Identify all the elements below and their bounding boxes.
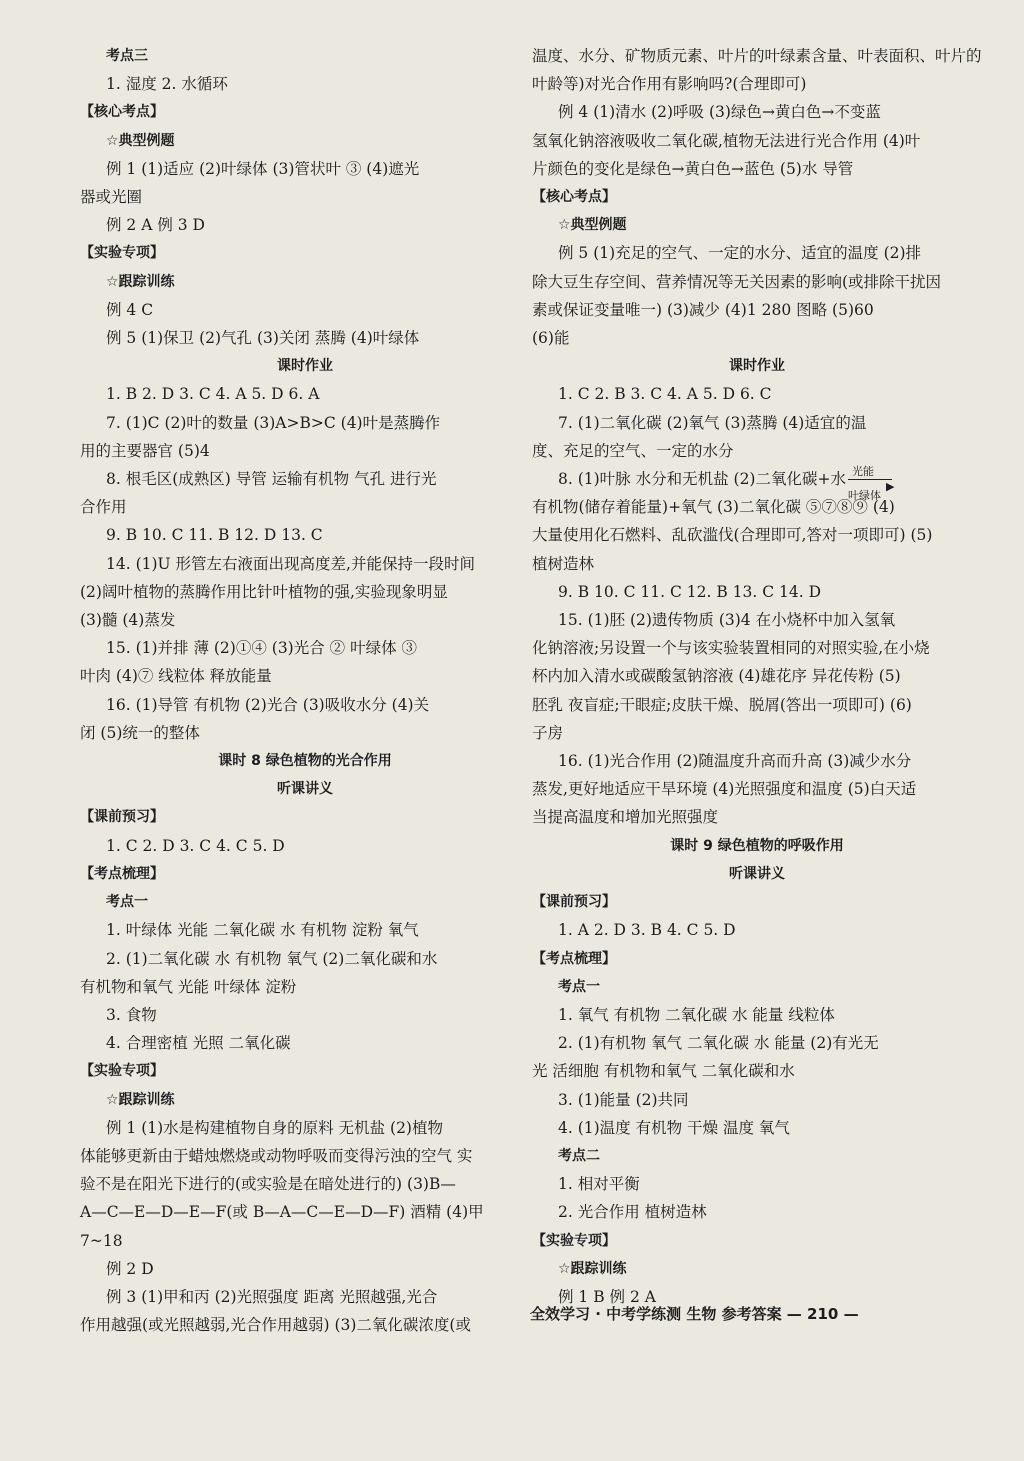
text-line: 16. (1)光合作用 (2)随温度升高而升高 (3)减少水分	[558, 752, 912, 771]
text-line: 1. 湿度 2. 水循环	[106, 75, 228, 94]
right-column	[532, 42, 982, 1311]
text-line: 【考点梳理】	[80, 865, 164, 882]
text-line: 16. (1)导管 有机物 (2)光合 (3)吸收水分 (4)关	[106, 695, 430, 714]
text-line: 课时 9 绿色植物的呼吸作用	[670, 837, 844, 854]
text-line: 叶龄等)对光合作用有影响吗?(合理即可)	[532, 75, 807, 94]
text-line: 【实验专项】	[80, 245, 164, 262]
text-line: 例 4 (1)清水 (2)呼吸 (3)绿色→黄白色→不变蓝	[558, 103, 881, 122]
text-line: 片颜色的变化是绿色→黄白色→蓝色 (5)水 导管	[532, 159, 854, 178]
text-line: 14. (1)U 形管左右液面出现高度差,并能保持一段时间	[106, 554, 475, 573]
text-line: (6)能	[532, 329, 570, 348]
text-line: 大量使用化石燃料、乱砍滥伐(合理即可,答对一项即可) (5)	[532, 526, 933, 545]
text-line: 【课前预习】	[532, 894, 616, 911]
text-line: 胚乳 夜盲症;干眼症;皮肤干燥、脱屑(答出一项即可) (6)	[532, 695, 912, 714]
text-line: 1. 叶绿体 光能 二氧化碳 水 有机物 淀粉 氧气	[106, 921, 419, 940]
arrow-head-icon: ▶	[885, 480, 895, 494]
text-line: 考点二	[558, 1147, 600, 1164]
text-line: 例 1 (1)水是构建植物自身的原料 无机盐 (2)植物	[106, 1118, 443, 1137]
text-line: 例 1 B 例 2 A	[558, 1287, 656, 1306]
text-line: 听课讲义	[277, 781, 333, 798]
text-line: 合作用	[80, 498, 127, 517]
text-line: 3. 食物	[106, 1005, 157, 1024]
left-column	[80, 42, 530, 1339]
text-line: 【考点梳理】	[532, 950, 616, 967]
text-line: ☆典型例题	[558, 217, 627, 234]
text-line: 15. (1)胚 (2)遗传物质 (3)4 在小烧杯中加入氢氧	[558, 611, 896, 630]
text-line: 【核心考点】	[532, 189, 616, 206]
text-line: 验不是在阳光下进行的(或实验是在暗处进行的) (3)B—	[80, 1175, 456, 1194]
text-line: 1. C 2. B 3. C 4. A 5. D 6. C	[558, 385, 772, 404]
text-line: (3)髓 (4)蒸发	[80, 611, 176, 630]
text-line: 7. (1)二氧化碳 (2)氧气 (3)蒸腾 (4)适宜的温	[558, 413, 867, 432]
text-line: 4. (1)温度 有机物 干燥 温度 氧气	[558, 1118, 790, 1137]
text-line: 氢氧化钠溶液吸收二氧化碳,植物无法进行光合作用 (4)叶	[532, 131, 921, 150]
text-line: 素或保证变量唯一) (3)减少 (4)1 280 图略 (5)60	[532, 300, 874, 319]
text-line: 1. B 2. D 3. C 4. A 5. D 6. A	[106, 385, 320, 404]
text-line: 当提高温度和增加光照强度	[532, 808, 719, 827]
text-line: 例 3 (1)甲和丙 (2)光照强度 距离 光照越强,光合	[106, 1287, 438, 1306]
text-line: 子房	[532, 723, 564, 742]
text-line: 作用越强(或光照越弱,光合作用越弱) (3)二氧化碳浓度(或	[80, 1316, 471, 1335]
text-line: 体能够更新由于蜡烛燃烧或动物呼吸而变得污浊的空气 实	[80, 1146, 473, 1165]
arrow-top-label: 光能	[851, 465, 874, 479]
text-line: 3. (1)能量 (2)共同	[558, 1090, 689, 1109]
text-line: 2. (1)二氧化碳 水 有机物 氧气 (2)二氧化碳和水	[106, 949, 438, 968]
text-line: 【实验专项】	[80, 1063, 164, 1080]
text-line: ☆跟踪训练	[106, 273, 175, 290]
text-line: 课时作业	[729, 358, 785, 375]
text-line: 植树造林	[532, 554, 595, 573]
text-line: 化钠溶液;另设置一个与该实验装置相同的对照实验,在小烧	[532, 639, 930, 658]
right-column-part-b	[532, 493, 982, 1311]
text-line: 器或光圈	[80, 188, 143, 207]
text-line: 蒸发,更好地适应干旱环境 (4)光照强度和温度 (5)白天适	[532, 780, 917, 799]
text-line: 4. 合理密植 光照 二氧化碳	[106, 1034, 291, 1053]
text-line: 【课前预习】	[80, 809, 164, 826]
text-line: 除大豆生存空间、营养情况等无关因素的影响(或排除干扰因	[532, 272, 942, 291]
text-line: 7. (1)C (2)叶的数量 (3)A>B>C (4)叶是蒸腾作	[106, 413, 441, 432]
text-line: 考点三	[106, 48, 148, 64]
text-line: 2. (1)有机物 氧气 二氧化碳 水 能量 (2)有光无	[558, 1034, 879, 1053]
text-line: ☆跟踪训练	[106, 1091, 175, 1108]
reaction-arrow	[847, 465, 895, 503]
text-line: ☆典型例题	[106, 132, 175, 149]
text-line: ☆跟踪训练	[558, 1260, 627, 1277]
text-line: 课时 8 绿色植物的光合作用	[218, 753, 392, 770]
text-line: 8. 根毛区(成熟区) 导管 运输有机物 气孔 进行光	[106, 470, 437, 489]
equation-text: 8. (1)叶脉 水分和无机盐 (2)二氧化碳+水	[558, 470, 846, 489]
text-line: A—C—E—D—E—F(或 B—A—C—E—D—F) 酒精 (4)甲	[80, 1203, 484, 1222]
page-footer: 全效学习 · 中考学练测 生物 参考答案 — 210 —	[530, 1305, 859, 1323]
text-line: 叶肉 (4)⑦ 线粒体 释放能量	[80, 667, 272, 686]
text-line: 15. (1)并排 薄 (2)①④ (3)光合 ② 叶绿体 ③	[106, 639, 418, 658]
arrow-bottom-label: 叶绿体	[847, 489, 881, 503]
text-line: 闭 (5)统一的整体	[80, 723, 200, 742]
text-line: 例 4 C	[106, 300, 154, 319]
text-line: 考点一	[106, 894, 148, 911]
equation-line	[532, 465, 982, 503]
right-column-part-a	[532, 42, 982, 465]
text-line: 【核心考点】	[80, 104, 164, 121]
text-line: 1. 相对平衡	[558, 1175, 640, 1194]
text-line: 例 2 A 例 3 D	[106, 216, 205, 235]
text-line: 9. B 10. C 11. B 12. D 13. C	[106, 526, 323, 545]
text-line: 例 5 (1)充足的空气、一定的水分、适宜的温度 (2)排	[558, 244, 922, 263]
text-line: 2. 光合作用 植树造林	[558, 1203, 707, 1222]
text-line: 1. A 2. D 3. B 4. C 5. D	[558, 921, 736, 940]
text-line: 7~18	[80, 1231, 123, 1250]
text-line: 光 活细胞 有机物和氧气 二氧化碳和水	[532, 1062, 795, 1081]
text-line: 用的主要器官 (5)4	[80, 441, 210, 460]
text-line: (2)阔叶植物的蒸腾作用比针叶植物的强,实验现象明显	[80, 582, 448, 601]
text-line: 温度、水分、矿物质元素、叶片的叶绿素含量、叶表面积、叶片的	[532, 47, 982, 65]
text-line: 杯内加入清水或碳酸氢钠溶液 (4)雄花序 异花传粉 (5)	[532, 667, 901, 686]
text-line: 例 2 D	[106, 1259, 154, 1278]
text-line: 听课讲义	[729, 865, 785, 882]
text-line: 度、充足的空气、一定的水分	[532, 441, 734, 460]
text-line: 例 5 (1)保卫 (2)气孔 (3)关闭 蒸腾 (4)叶绿体	[106, 329, 420, 348]
text-line: 1. 氧气 有机物 二氧化碳 水 能量 线粒体	[558, 1005, 835, 1024]
text-line: 例 1 (1)适应 (2)叶绿体 (3)管状叶 ③ (4)遮光	[106, 159, 420, 178]
text-line: 有机物和氧气 光能 叶绿体 淀粉	[80, 977, 297, 996]
text-line: 9. B 10. C 11. C 12. B 13. C 14. D	[558, 582, 822, 601]
text-line: 【实验专项】	[532, 1232, 616, 1249]
text-line: 课时作业	[277, 358, 333, 375]
text-line: 1. C 2. D 3. C 4. C 5. D	[106, 836, 285, 855]
text-line: 有机物(储存着能量)+氧气 (3)二氧化碳 ⑤⑦⑧⑨ (4)	[532, 498, 895, 517]
text-line: 考点一	[558, 978, 600, 995]
